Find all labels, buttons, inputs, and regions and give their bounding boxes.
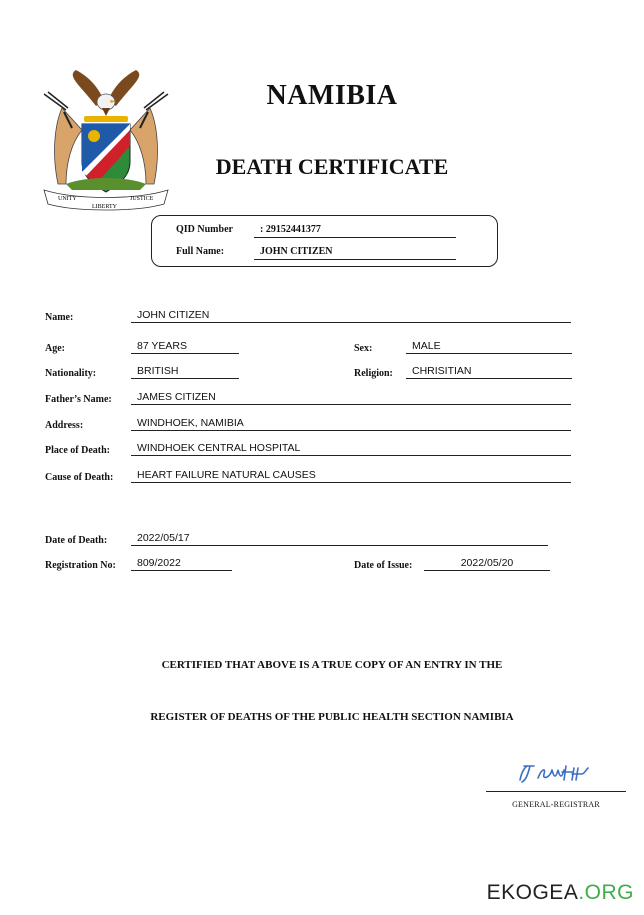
fullname-label: Full Name: — [176, 246, 225, 257]
oryx-left-icon — [44, 92, 82, 184]
nationality-label: Nationality: — [45, 368, 97, 379]
svg-text:UNITY: UNITY — [58, 196, 77, 202]
namibia-coat-of-arms-icon — [36, 66, 176, 214]
religion-value: CHRISITIAN — [406, 365, 572, 379]
watermark-suffix: .ORG — [578, 881, 634, 904]
name-label: Name: — [45, 312, 74, 323]
religion-label: Religion: — [354, 368, 393, 379]
date-of-death-value: 2022/05/17 — [131, 532, 548, 546]
date-of-issue-value: 2022/05/20 — [424, 557, 550, 571]
watermark-logo — [487, 881, 634, 905]
svg-text:LIBERTY: LIBERTY — [92, 204, 117, 210]
date-of-issue-label: Date of Issue: — [354, 560, 413, 571]
country-title: NAMIBIA — [266, 80, 398, 111]
name-value: JOHN CITIZEN — [131, 309, 571, 323]
signature-line — [486, 791, 626, 792]
cause-of-death-value: HEART FAILURE NATURAL CAUSES — [131, 469, 571, 483]
registration-no-value: 809/2022 — [131, 557, 232, 571]
sex-value: MALE — [406, 340, 572, 354]
age-label: Age: — [45, 343, 65, 354]
father-name-label: Father’s Name: — [45, 394, 112, 405]
father-name-value: JAMES CITIZEN — [131, 391, 571, 405]
registrar-title: GENERAL-REGISTRAR — [512, 800, 600, 809]
certification-line-1: CERTIFIED THAT ABOVE IS A TRUE COPY OF AN ENTRY IN THE — [161, 659, 503, 671]
sex-label: Sex: — [354, 343, 373, 354]
signature-icon — [512, 760, 596, 786]
svg-text:JUSTICE: JUSTICE — [130, 196, 154, 202]
place-of-death-value: WINDHOEK CENTRAL HOSPITAL — [131, 442, 571, 456]
eagle-icon — [73, 70, 139, 116]
watermark-brand: EKOGEA — [486, 881, 579, 904]
qid-value: : 29152441377 — [254, 224, 456, 238]
cause-of-death-label: Cause of Death: — [45, 472, 114, 483]
certification-line-2: REGISTER OF DEATHS OF THE PUBLIC HEALTH SECTION NAMIBIA — [150, 711, 514, 723]
address-value: WINDHOEK, NAMIBIA — [131, 417, 571, 431]
place-of-death-label: Place of Death: — [45, 445, 110, 456]
fullname-value: JOHN CITIZEN — [254, 246, 456, 260]
document-title: DEATH CERTIFICATE — [215, 154, 449, 179]
nationality-value: BRITISH — [131, 365, 239, 379]
address-label: Address: — [45, 420, 84, 431]
registration-no-label: Registration No: — [45, 560, 116, 571]
oryx-right-icon — [130, 92, 168, 184]
qid-label: QID Number — [176, 224, 233, 235]
age-value: 87 YEARS — [131, 340, 239, 354]
date-of-death-label: Date of Death: — [45, 535, 108, 546]
